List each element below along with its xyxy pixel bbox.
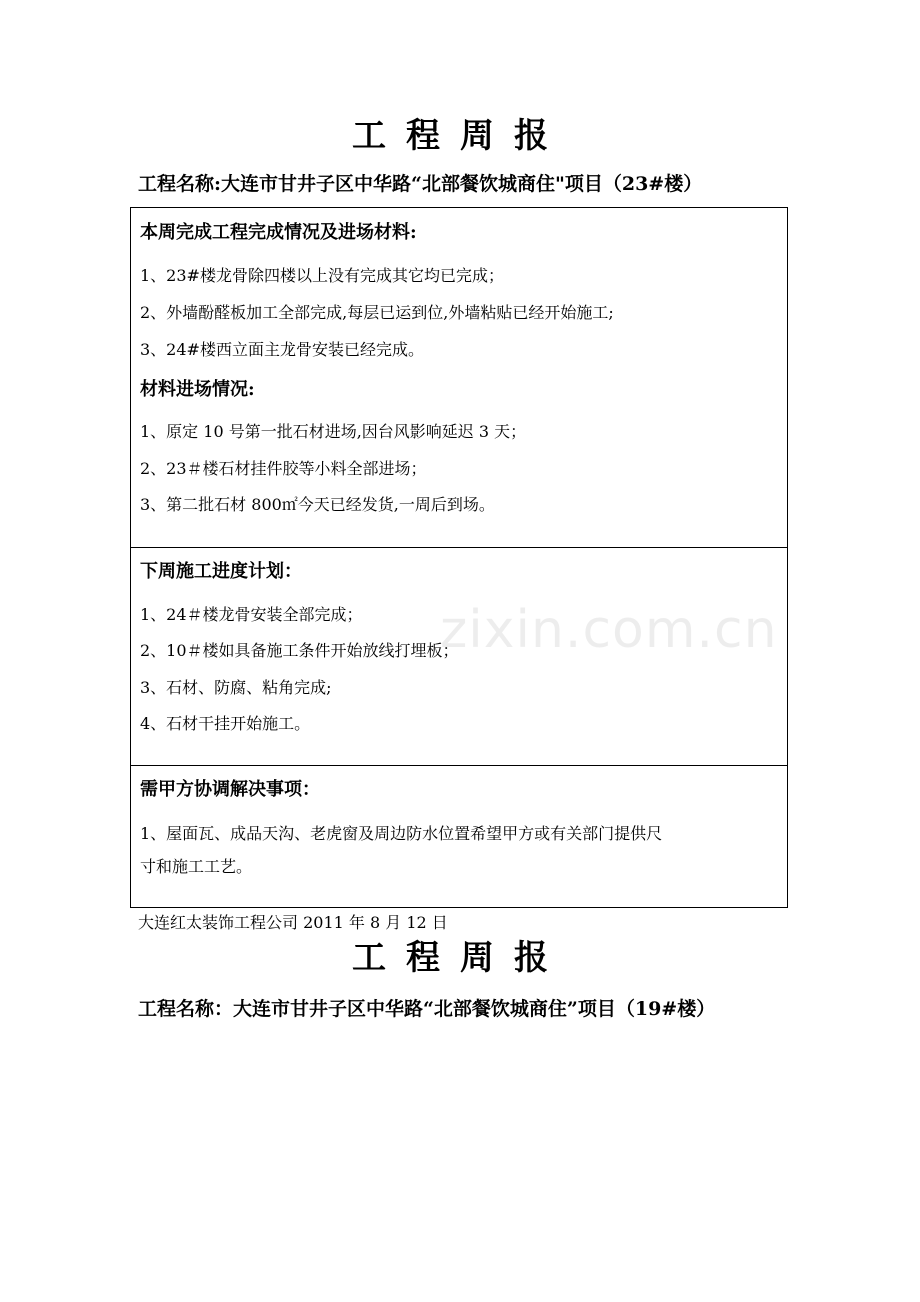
list-item: 3、石材、防腐、粘角完成; bbox=[140, 678, 332, 697]
list-item: 1、屋面瓦、成品天沟、老虎窗及周边防水位置希望甲方或有关部门提供尺 bbox=[140, 824, 663, 843]
watermark: zixin.com.cn bbox=[440, 600, 778, 660]
section-heading-coordination-issues: 需甲方协调解决事项： bbox=[140, 779, 320, 800]
section-heading-next-week-plan: 下周施工进度计划： bbox=[140, 561, 302, 582]
report-title-2: 工程周报 bbox=[352, 938, 568, 978]
section-heading-material-arrival: 材料进场情况: bbox=[140, 379, 255, 400]
section-heading-completed-work: 本周完成工程完成情况及进场材料: bbox=[140, 222, 417, 243]
project-name: 工程名称:大连市甘井子区中华路“北部餐饮城商住"项目（23#楼） bbox=[138, 173, 703, 195]
report-title: 工程周报 bbox=[352, 116, 568, 156]
section-completed-work bbox=[131, 208, 787, 547]
list-item: 2、10＃楼如具备施工条件开始放线打埋板； bbox=[140, 641, 459, 660]
list-item: 2、外墙酚醛板加工全部完成,每层已运到位,外墙粘贴已经开始施工; bbox=[140, 303, 614, 322]
list-item: 寸和施工工艺。 bbox=[140, 857, 253, 876]
section-coordination-issues bbox=[131, 765, 787, 907]
list-item: 1、24＃楼龙骨安装全部完成； bbox=[140, 605, 363, 624]
report-table bbox=[130, 207, 788, 908]
list-item: 2、23＃楼石材挂件胶等小料全部进场； bbox=[140, 459, 427, 478]
project-name-2: 工程名称：大连市甘井子区中华路“北部餐饮城商住”项目（19#楼） bbox=[138, 998, 716, 1020]
list-item: 4、石材干挂开始施工。 bbox=[140, 714, 311, 733]
list-item: 1、23#楼龙骨除四楼以上没有完成其它均已完成； bbox=[140, 266, 504, 285]
list-item: 1、原定 10 号第一批石材进场,因台风影响延迟 3 天； bbox=[140, 422, 527, 441]
report-footer: 大连红太装饰工程公司 2011 年 8 月 12 日 bbox=[138, 913, 448, 932]
list-item: 3、24#楼西立面主龙骨安装已经完成。 bbox=[140, 340, 424, 359]
list-item: 3、第二批石材 800㎡今天已经发货,一周后到场。 bbox=[140, 495, 495, 514]
